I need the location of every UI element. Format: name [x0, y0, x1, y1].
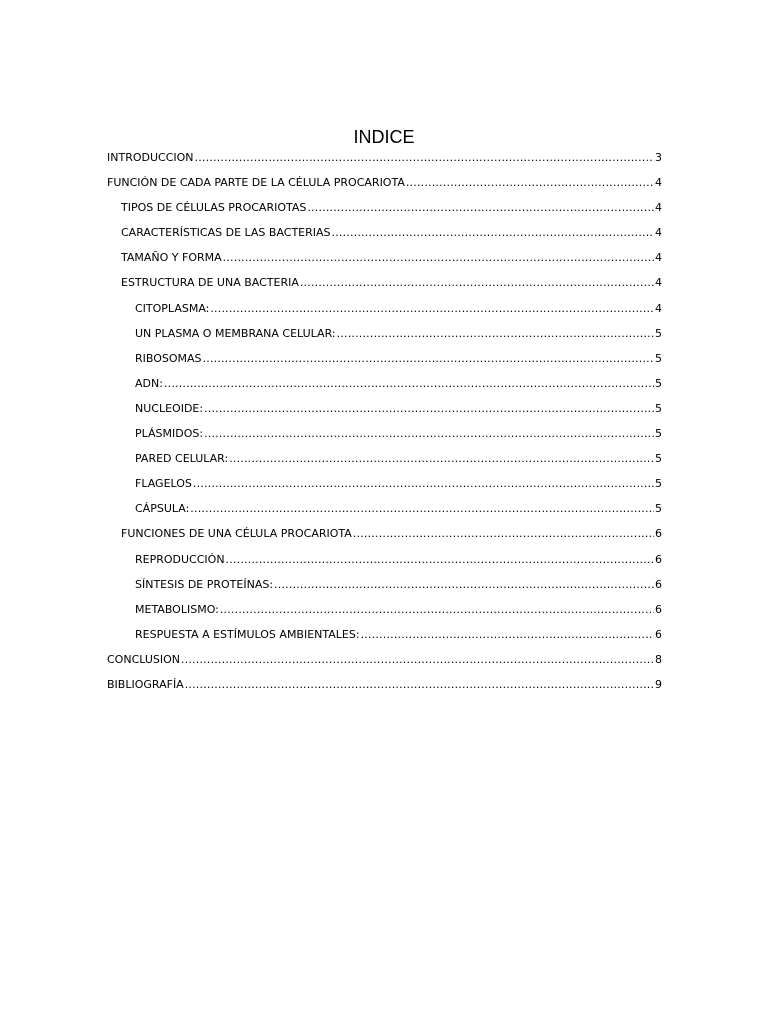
toc-entry-page-number: 8 — [655, 652, 662, 666]
toc-entry-page-number: 6 — [655, 527, 662, 541]
toc-entry-page-number: 4 — [655, 201, 662, 215]
toc-entry-page-number: 5 — [655, 376, 662, 390]
toc-entry[interactable] — [107, 474, 662, 499]
toc-dot-leader — [337, 324, 654, 344]
toc-entry-label: FUNCIONES DE UNA CÉLULA PROCARIOTA — [121, 527, 352, 541]
toc-dot-leader — [274, 575, 654, 595]
toc-dot-leader — [190, 499, 654, 519]
toc-entry-page-number: 3 — [655, 151, 662, 164]
toc-entry-label: CARACTERÍSTICAS DE LAS BACTERIAS — [121, 226, 331, 240]
toc-entry-page-number: 5 — [655, 401, 662, 415]
toc-entry-page-number: 5 — [655, 502, 662, 516]
toc-dot-leader — [406, 173, 654, 193]
toc-entry[interactable] — [107, 600, 662, 625]
toc-entry-page-number: 5 — [655, 351, 662, 365]
toc-dot-leader — [361, 625, 654, 645]
table-of-contents — [107, 148, 662, 700]
toc-entry[interactable] — [107, 299, 662, 324]
toc-dot-leader — [226, 550, 654, 570]
toc-dot-leader — [203, 349, 654, 369]
toc-dot-leader — [229, 449, 654, 469]
toc-entry-page-number: 6 — [655, 552, 662, 566]
toc-entry-page-number: 9 — [655, 677, 662, 691]
toc-entry[interactable] — [107, 399, 662, 424]
toc-entry-page-number: 5 — [655, 427, 662, 441]
toc-entry-page-number: 4 — [655, 276, 662, 290]
toc-entry[interactable] — [107, 248, 662, 273]
toc-entry[interactable] — [107, 273, 662, 298]
toc-entry-label: ADN: — [135, 376, 163, 390]
toc-entry-page-number: 6 — [655, 577, 662, 591]
toc-entry-page-number: 4 — [655, 251, 662, 265]
toc-entry-label: PLÁSMIDOS: — [135, 427, 204, 441]
toc-entry-label: NUCLEOIDE: — [135, 401, 204, 415]
toc-entry-label: CONCLUSION — [107, 652, 180, 666]
toc-entry[interactable] — [107, 173, 662, 198]
toc-dot-leader — [300, 273, 654, 293]
toc-entry[interactable] — [107, 424, 662, 449]
toc-dot-leader — [220, 600, 654, 620]
toc-entry-label: RESPUESTA A ESTÍMULOS AMBIENTALES: — [135, 627, 360, 641]
toc-dot-leader — [164, 374, 654, 394]
toc-dot-leader — [353, 524, 654, 544]
toc-entry-page-number: 4 — [655, 301, 662, 315]
toc-entry[interactable] — [107, 349, 662, 374]
toc-entry-page-number: 4 — [655, 226, 662, 240]
toc-dot-leader — [181, 650, 654, 670]
toc-entry-label: TAMAÑO Y FORMA — [121, 251, 222, 265]
toc-entry-page-number: 6 — [655, 602, 662, 616]
toc-dot-leader — [223, 248, 654, 268]
toc-entry[interactable] — [107, 198, 662, 223]
toc-entry[interactable] — [107, 499, 662, 524]
toc-entry[interactable] — [107, 449, 662, 474]
toc-dot-leader — [210, 299, 654, 319]
toc-entry-page-number: 6 — [655, 627, 662, 641]
toc-dot-leader — [185, 675, 654, 695]
toc-entry-label: TIPOS DE CÉLULAS PROCARIOTAS — [121, 201, 307, 215]
toc-entry[interactable] — [107, 625, 662, 650]
toc-entry[interactable] — [107, 524, 662, 549]
toc-entry-label: PARED CELULAR: — [135, 452, 229, 466]
toc-entry-label: RIBOSOMAS — [135, 351, 202, 365]
toc-entry-page-number: 5 — [655, 477, 662, 491]
toc-entry[interactable] — [107, 324, 662, 349]
toc-title: INDICE — [353, 127, 415, 147]
toc-dot-leader — [332, 223, 654, 243]
toc-entry-label: UN PLASMA O MEMBRANA CELULAR: — [135, 326, 336, 340]
toc-entry-page-number: 5 — [655, 326, 662, 340]
toc-entry[interactable] — [107, 675, 662, 700]
toc-entry-label: SÍNTESIS DE PROTEÍNAS: — [135, 577, 274, 591]
toc-entry[interactable] — [107, 550, 662, 575]
toc-entry-label: INTRODUCCION — [107, 151, 194, 164]
toc-dot-leader — [307, 198, 654, 218]
toc-entry-label: ESTRUCTURA DE UNA BACTERIA — [121, 276, 299, 290]
toc-entry-label: METABOLISMO: — [135, 602, 219, 616]
toc-entry[interactable] — [107, 148, 662, 173]
toc-entry-label: FUNCIÓN DE CADA PARTE DE LA CÉLULA PROCARIOTA — [107, 176, 405, 190]
toc-dot-leader — [195, 148, 654, 168]
toc-entry[interactable] — [107, 374, 662, 399]
toc-entry-label: CÁPSULA: — [135, 502, 190, 516]
toc-entry-label: FLAGELOS — [135, 477, 192, 491]
toc-entry-label: CITOPLASMA: — [135, 301, 210, 315]
toc-dot-leader — [204, 399, 654, 419]
toc-entry[interactable] — [107, 223, 662, 248]
toc-dot-leader — [193, 474, 654, 494]
toc-entry[interactable] — [107, 575, 662, 600]
toc-entry-label: REPRODUCCIÓN — [135, 552, 225, 566]
toc-entry-label: BIBLIOGRAFÍA — [107, 677, 184, 691]
toc-dot-leader — [204, 424, 654, 444]
toc-entry-page-number: 5 — [655, 452, 662, 466]
toc-entry-page-number: 4 — [655, 176, 662, 190]
toc-entry[interactable] — [107, 650, 662, 675]
